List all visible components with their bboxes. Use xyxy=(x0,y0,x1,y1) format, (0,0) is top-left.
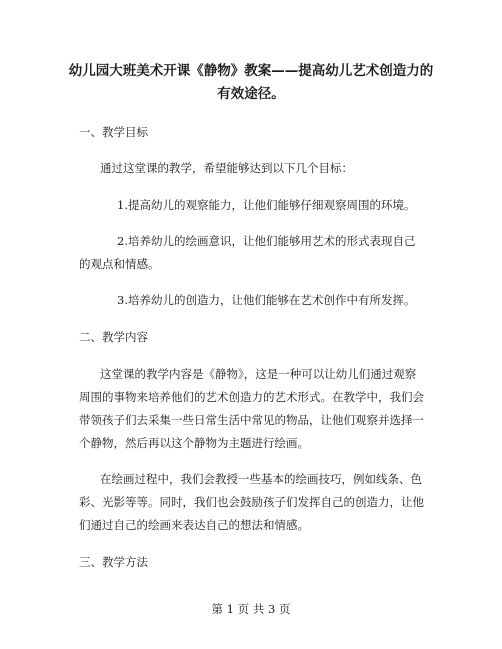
section-heading-methods: 三、教学方法 xyxy=(79,555,148,569)
objectives-intro: 通过这堂课的教学，希望能够达到以下几个目标： xyxy=(100,161,353,175)
content-para-2-line-3: 们通过自己的绘画来表达自己的想法和情感。 xyxy=(79,518,309,532)
objective-item-2-line-1: 2.培养幼儿的绘画意识，让他们能够用艺术的形式表现自己 xyxy=(117,234,416,248)
content-para-1-line-1: 这堂课的教学内容是《静物》，这是一种可以让幼儿们通过观察 xyxy=(100,367,417,381)
document-title-line-2: 有效途径。 xyxy=(217,86,285,102)
page-number-footer: 第 1 页 共 3 页 xyxy=(211,602,291,616)
content-para-2-line-1: 在绘画过程中，我们会教授一些基本的绘画技巧，例如线条、色 xyxy=(100,472,422,486)
section-heading-content: 二、教学内容 xyxy=(79,330,148,344)
document-title-line-1: 幼儿园大班美术开课《静物》教案——提高幼儿艺术创造力的 xyxy=(68,63,434,79)
content-para-1-line-3: 带领孩子们去采集一些日常生活中常见的物品，让他们观察并选择一 xyxy=(79,413,424,427)
objective-item-2-line-2: 的观点和情感。 xyxy=(79,257,160,271)
content-para-1-line-4: 个静物，然后再以这个静物为主题进行绘画。 xyxy=(79,436,309,450)
objective-item-3: 3.培养幼儿的创造力，让他们能够在艺术创作中有所发挥。 xyxy=(117,293,416,307)
content-para-2-line-2: 彩、光影等等。同时，我们也会鼓励孩子们发挥自己的创造力，让他 xyxy=(79,495,424,509)
objective-item-1: 1.提高幼儿的观察能力，让他们能够仔细观察周围的环境。 xyxy=(117,198,416,212)
content-para-1-line-2: 周围的事物来培养他们的艺术创造力的艺术形式。在教学中，我们会 xyxy=(79,390,424,404)
section-heading-objectives: 一、教学目标 xyxy=(79,125,148,139)
